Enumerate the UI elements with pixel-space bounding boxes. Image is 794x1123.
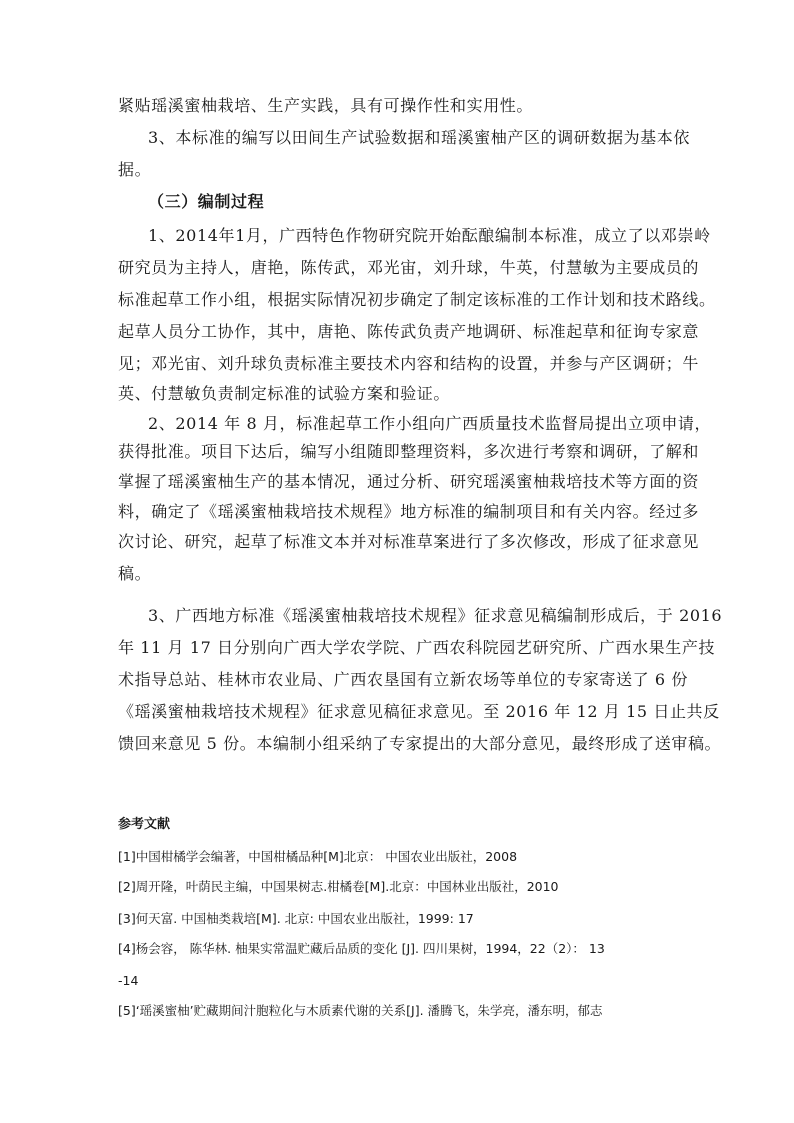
body-text-line: 3、本标准的编写以田间生产试验数据和瑶溪蜜柚产区的调研数据为基本依	[148, 128, 690, 147]
body-text-line: 获得批准。项目下达后，编写小组随即整理资料，多次进行考察和调研，了解和	[118, 442, 700, 461]
reference-item: [4]杨会容， 陈华林. 柚果实常温贮藏后品质的变化 [J]. 四川果树，1994，22（2）： 13	[118, 941, 605, 956]
body-text-line: 《瑶溪蜜柚栽培技术规程》征求意见稿征求意见。至 2016 年 12 月 15 日止共反	[118, 702, 720, 721]
body-text-line: 2、2014 年 8 月，标准起草工作小组向广西质量技术监督局提出立项申请，	[148, 414, 712, 433]
body-text-line: 稿。	[118, 564, 152, 583]
body-text-line: 研究员为主持人，唐艳，陈传武，邓光宙，刘升球，牛英，付慧敏为主要成员的	[118, 258, 700, 277]
body-text-line: 次讨论、研究，起草了标准文本并对标准草案进行了多次修改，形成了征求意见	[118, 532, 700, 551]
body-text-line: 英、付慧敏负责制定标准的试验方案和验证。	[118, 384, 451, 403]
references-title: 参考文献	[118, 817, 171, 832]
body-text-line: 料，确定了《瑶溪蜜柚栽培技术规程》地方标准的编制项目和有关内容。经过多	[118, 502, 700, 521]
body-text-line: 起草人员分工协作，其中，唐艳、陈传武负责产地调研、标准起草和征询专家意	[118, 322, 700, 341]
reference-item: [3]何天富. 中国柚类栽培[M]. 北京: 中国农业出版社，1999: 17	[118, 911, 474, 926]
reference-item: [5]‘瑶溪蜜柚’贮藏期间汁胞粒化与木质素代谢的关系[J]. 潘腾飞，朱学亮，潘东明，郁志	[118, 1003, 603, 1018]
body-text-line: 1、2014年1月，广西特色作物研究院开始酝酿编制本标准，成立了以邓崇岭	[148, 226, 711, 245]
body-text-line: 掌握了瑶溪蜜柚生产的基本情况，通过分析、研究瑶溪蜜柚栽培技术等方面的资	[118, 472, 700, 491]
body-text-line: 标准起草工作小组，根据实际情况初步确定了制定该标准的工作计划和技术路线。	[118, 290, 716, 309]
body-text-line: 年 11 月 17 日分别向广西大学农学院、广西农科院园艺研究所、广西水果生产技	[118, 638, 716, 657]
body-text-line: 馈回来意见 5 份。本编制小组采纳了专家提出的大部分意见，最终形成了送审稿。	[118, 734, 722, 753]
body-text-line: 3、广西地方标准《瑶溪蜜柚栽培技术规程》征求意见稿编制形成后，于 2016	[148, 606, 723, 625]
body-text-line: 术指导总站、桂林市农业局、广西农垦国有立新农场等单位的专家寄送了 6 份	[118, 670, 688, 689]
section-heading: （三）编制过程	[148, 192, 265, 211]
reference-item: [1]中国柑橘学会编著，中国柑橘品种[M]北京： 中国农业出版社，2008	[118, 849, 518, 864]
body-text-line: 见；邓光宙、刘升球负责标准主要技术内容和结构的设置，并参与产区调研；牛	[118, 354, 700, 373]
body-text-line: 据。	[118, 160, 152, 179]
reference-item-continuation: -14	[118, 973, 139, 988]
body-text-line: 紧贴瑶溪蜜柚栽培、生产实践，具有可操作性和实用性。	[118, 96, 534, 115]
reference-item: [2]周开隆，叶荫民主编，中国果树志.柑橘卷[M].北京：中国林业出版社，2010	[118, 879, 559, 894]
